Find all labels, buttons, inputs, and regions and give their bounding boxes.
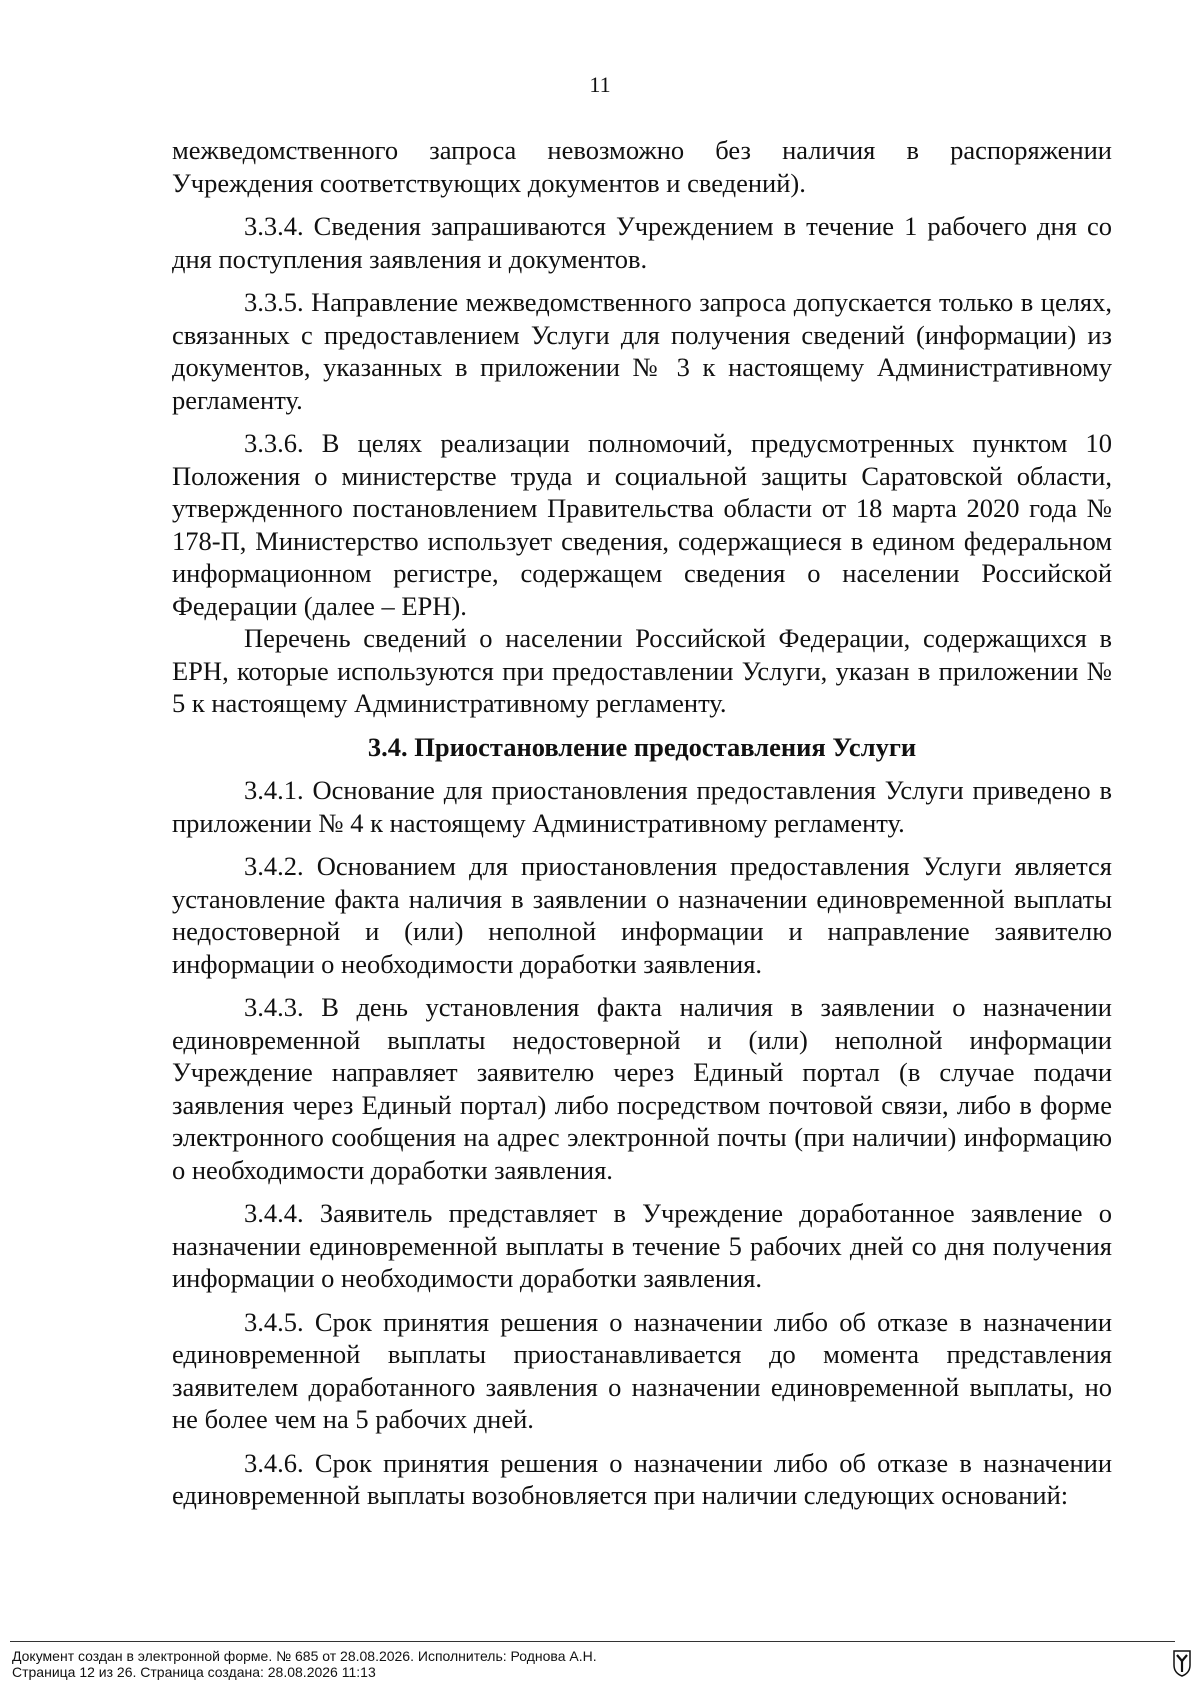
paragraph-ern-list: Перечень сведений о населении Российской Федерации, содержащихся в ЕРН, которые используются при предоставлении Услуги, указан в приложении № 5 к настоящему Административному регламенту. — [172, 623, 1112, 718]
coat-of-arms-icon — [1172, 1649, 1192, 1677]
paragraph-3-3-5: 3.3.5. Направление межведомственного запроса допускается только в целях, связанных с предоставлением Услуги для получения сведений (информации) из документов, указанных в приложении № 3 к настоящему Административному регламенту. — [172, 287, 1112, 415]
paragraph-3-4-3: 3.4.3. В день установления факта наличия в заявлении о назначении единовременной выплаты недостоверной и (или) неполной информации Учреждение направляет заявителю через Единый портал (в случае подачи заявления через Единый портал) либо посредством почтовой связи, либо в форме электронного сообщения на адрес электронной почты (при наличии) информацию о необходимости доработки заявления. — [172, 992, 1112, 1185]
document-body — [172, 134, 1112, 1523]
footer-line-document: Документ создан в электронной форме. № 685 от 28.08.2026. Исполнитель: Роднова А.Н. — [12, 1648, 597, 1664]
paragraph-3-4-1: 3.4.1. Основание для приостановления предоставления Услуги приведено в приложении № 4 к настоящему Административному регламенту. — [172, 775, 1112, 838]
paragraph-continuation: межведомственного запроса невозможно без наличия в распоряжении Учреждения соответствующих документов и сведений). — [172, 135, 1112, 198]
paragraph-3-3-4: 3.3.4. Сведения запрашиваются Учреждением в течение 1 рабочего дня со дня поступления заявления и документов. — [172, 211, 1112, 274]
paragraph-3-4-2: 3.4.2. Основанием для приостановления предоставления Услуги является установление факта наличия в заявлении о назначении единовременной выплаты недостоверной и (или) неполной информации и направление заявителю информации о необходимости доработки заявления. — [172, 851, 1112, 979]
paragraph-3-4-6: 3.4.6. Срок принятия решения о назначении либо об отказе в назначении единовременной выплаты возобновляется при наличии следующих оснований: — [172, 1447, 1112, 1510]
paragraph-3-4-5: 3.4.5. Срок принятия решения о назначении либо об отказе в назначении единовременной выплаты приостанавливается до момента представления заявителем доработанного заявления о назначении единовременной выплаты, но не более чем на 5 рабочих дней. — [172, 1306, 1112, 1434]
footer-divider — [10, 1641, 1175, 1642]
paragraph-3-4-4: 3.4.4. Заявитель представляет в Учреждение доработанное заявление о назначении единовременной выплаты в течение 5 рабочих дней со дня получения информации о необходимости доработки заявления. — [172, 1198, 1112, 1293]
footer-line-page: Страница 12 из 26. Страница создана: 28.08.2026 11:13 — [12, 1664, 376, 1680]
page-number: 11 — [589, 72, 611, 97]
section-heading: 3.4. Приостановление предоставления Услуги — [367, 731, 917, 762]
paragraph-3-3-6: 3.3.6. В целях реализации полномочий, предусмотренных пунктом 10 Положения о министерстве труда и социальной защиты Саратовской области, утвержденного постановлением Правительства области от 18 марта 2020 года № 178-П, Министерство использует сведения, содержащиеся в едином федеральном информационном регистре, содержащем сведения о населении Российской Федерации (далее – ЕРН). — [172, 428, 1112, 621]
footer — [12, 1648, 597, 1680]
